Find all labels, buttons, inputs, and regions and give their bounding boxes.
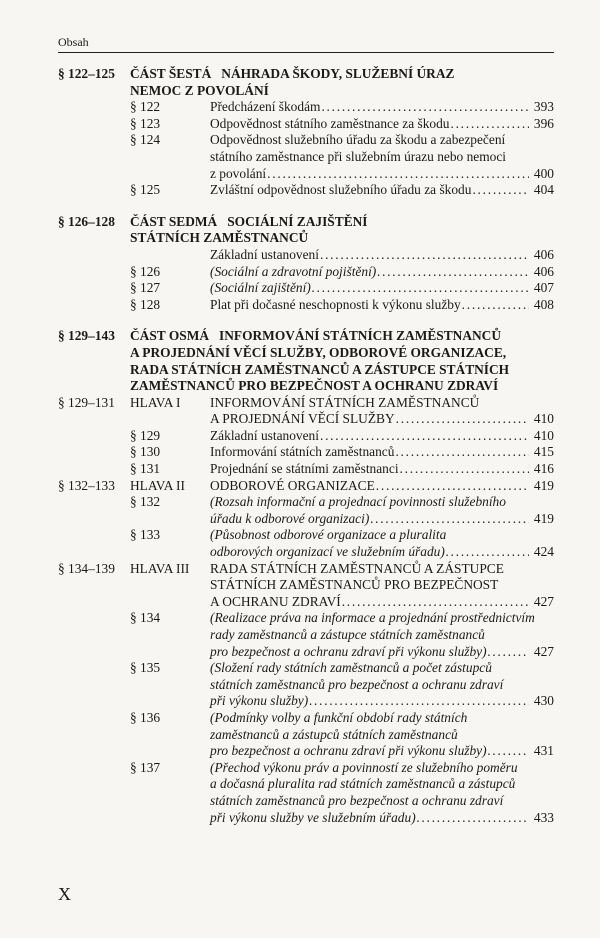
entry-page-number: 427 [533,593,554,609]
entry-title [210,297,554,314]
entry-page-number: 427 [533,643,554,659]
entry-title-line: (Podmínky volby a funkční období rady státních [210,709,468,725]
section-title-line: ZAMĚSTNANCŮ PRO BEZPEČNOST A OCHRANU ZDRAVÍ [130,378,499,394]
dot-leader [321,99,529,116]
entry-title-line: při výkonu služby) [210,693,309,709]
section-title [130,66,554,99]
table-of-contents [58,66,554,826]
section-title-line: ČÁST SEDMÁ SOCIÁLNÍ ZAJIŠTĚNÍ [130,213,368,229]
entry-title-line: Odpovědnost služebního úřadu za škodu a zabezpečení [210,132,506,148]
toc-entry[interactable] [58,710,554,760]
dot-leader [370,511,529,528]
entry-range [58,264,130,281]
dot-leader [267,166,529,183]
entry-page-number: 419 [533,477,554,493]
entry-page-number: 419 [533,510,554,526]
entry-page-number: 424 [533,544,554,560]
entry-title-line: RADA STÁTNÍCH ZAMĚSTNANCŮ A ZÁSTUPCE [210,560,504,576]
entry-section-number: § 129 [130,427,161,443]
dot-leader [342,594,529,611]
entry-title-line: A PROJEDNÁNÍ VĚCÍ SLUŽBY [210,411,395,427]
entry-range [58,116,130,133]
toc-section [58,66,554,199]
entry-title-line: (Sociální a zdravotní pojištění) [210,263,377,279]
dot-leader [320,428,529,445]
entry-page-number: 404 [533,182,554,198]
entry-title-line: Odpovědnost státního zaměstnance za škodu [210,115,450,131]
toc-entry[interactable] [58,760,554,826]
dot-leader [395,444,529,461]
entry-section-number: § 133 [130,527,161,543]
entry-range [58,710,130,760]
entry-title-line: (Sociální zajištění) [210,280,311,296]
entry-range [58,660,130,710]
entry-page-number: 393 [533,99,554,115]
entry-range: § 129–131 [58,394,115,410]
toc-entry[interactable] [58,610,554,660]
section-title-line: A PROJEDNÁNÍ VĚCÍ SLUŽBY, ODBOROVÉ ORGANIZACE, [130,344,507,360]
toc-entry[interactable] [58,494,554,527]
section-title-line: STÁTNÍCH ZAMĚSTNANCŮ [130,230,309,246]
entry-page-number: 407 [533,280,554,296]
entry-section-number: § 128 [130,296,161,312]
entry-title-line: státních zaměstnanců pro bezpečnost a ochranu zdraví [210,676,504,692]
entry-page-number: 431 [533,743,554,759]
section-range: § 122–125 [58,66,115,81]
entry-title [210,247,554,264]
toc-entry[interactable] [58,428,554,445]
entry-range [58,280,130,297]
toc-entry[interactable] [58,116,554,133]
toc-entry[interactable] [58,527,554,560]
dot-leader [376,478,529,495]
entry-title [210,395,554,428]
entry-section-number: § 136 [130,709,161,725]
entry-page-number: 415 [533,444,554,460]
entry-title [210,280,554,297]
dot-leader [488,644,529,661]
section-title [130,328,554,394]
dot-leader [472,182,529,199]
entry-range [58,297,130,314]
entry-title-line: INFORMOVÁNÍ STÁTNÍCH ZAMĚSTNANCŮ [210,394,480,410]
dot-leader [462,297,529,314]
entry-section-number: § 122 [130,99,161,115]
entry-title [210,610,554,660]
entry-title-line: Předcházení škodám [210,99,321,115]
section-heading [58,66,554,99]
entry-range [58,610,130,660]
entry-page-number: 416 [533,461,554,477]
dot-leader [309,693,529,710]
entry-page-number: 406 [533,263,554,279]
entry-range [58,760,130,826]
entry-section-number: HLAVA III [130,560,190,576]
entry-section-number: § 134 [130,610,161,626]
entry-section-number: § 130 [130,444,161,460]
toc-entry[interactable] [58,660,554,710]
section-heading [58,328,554,394]
entry-section-number: HLAVA I [130,394,181,410]
toc-entry[interactable] [58,247,554,264]
entry-section-number: § 124 [130,132,161,148]
entry-title [210,494,554,527]
entry-title-line: státního zaměstnance při služebním úrazu nebo nemoci [210,148,506,164]
toc-entry[interactable] [58,395,554,428]
toc-entry[interactable] [58,264,554,281]
entry-title [210,428,554,445]
entry-title [210,461,554,478]
entry-section-number: § 132 [130,494,161,510]
dot-leader [450,116,529,133]
toc-entry[interactable] [58,461,554,478]
entry-title-line: z povolání [210,165,267,181]
entry-title-line: ODBOROVÉ ORGANIZACE [210,477,375,493]
entry-title-line: Informování státních zaměstnanců [210,444,395,460]
entry-page-number: 406 [533,246,554,262]
toc-section [58,328,554,826]
entry-range [58,527,130,560]
entry-title-line: (Působnost odborové organizace a pluralita [210,527,447,543]
entry-section-number [130,247,210,264]
entry-page-number: 400 [533,165,554,181]
section-title [130,214,554,247]
entry-title-line: státních zaměstnanců pro bezpečnost a ochranu zdraví [210,792,504,808]
entry-title [210,99,554,116]
entry-section-number: § 125 [130,182,161,198]
toc-entry[interactable] [58,99,554,116]
running-header: Obsah [58,35,89,49]
entry-range [58,132,130,182]
dot-leader [400,461,529,478]
entry-title-line: Projednání se státními zaměstnanci [210,461,399,477]
entry-title-line: odborových organizací ve služebním úřadu) [210,544,445,560]
toc-section [58,214,554,314]
entry-page-number: 433 [533,809,554,825]
entry-title [210,561,554,611]
entry-range: § 132–133 [58,477,115,493]
entry-title-line: A OCHRANU ZDRAVÍ [210,593,341,609]
entry-range [58,247,130,264]
entry-title [210,527,554,560]
entry-title [210,264,554,281]
entry-range: § 134–139 [58,560,115,576]
entry-range [58,99,130,116]
entry-section-number: § 131 [130,461,161,477]
dot-leader [417,810,529,827]
entry-title [210,182,554,199]
entry-section-number: § 137 [130,759,161,775]
toc-entry[interactable] [58,444,554,461]
entry-section-number: § 135 [130,660,161,676]
entry-title-line: pro bezpečnost a ochranu zdraví při výkonu služby) [210,743,487,759]
toc-entry[interactable] [58,478,554,495]
entry-title-line: pro bezpečnost a ochranu zdraví při výkonu služby) [210,643,487,659]
entry-title [210,710,554,760]
dot-leader [377,264,529,281]
entry-title [210,660,554,710]
entry-title-line: a dočasná pluralita rad státních zaměstnanců a zástupců [210,776,516,792]
toc-entry[interactable] [58,561,554,611]
entry-page-number: 430 [533,693,554,709]
entry-page-number: 408 [533,296,554,312]
entry-section-number: § 127 [130,280,161,296]
entry-page-number: 410 [533,411,554,427]
toc-entry[interactable] [58,132,554,182]
toc-entry[interactable] [58,280,554,297]
entry-section-number: HLAVA II [130,477,185,493]
entry-title-line: zaměstnanců a zástupců státních zaměstnanců [210,726,458,742]
entry-title [210,444,554,461]
entry-range [58,444,130,461]
entry-page-number: 396 [533,115,554,131]
entry-title-line: (Rozsah informační a projednací povinnosti služebního [210,494,506,510]
entry-section-number: § 126 [130,263,161,279]
section-heading [58,214,554,247]
entry-page-number: 410 [533,427,554,443]
entry-title-line: (Realizace práva na informace a projednání prostřednictvím [210,610,535,626]
entry-title-line: Základní ustanovení [210,427,319,443]
dot-leader [396,411,529,428]
entry-range [58,182,130,199]
dot-leader [312,280,529,297]
header-rule [58,52,554,53]
entry-title-line: rady zaměstnanců a zástupce státních zaměstnanců [210,627,485,642]
dot-leader [488,743,529,760]
entry-range [58,428,130,445]
section-title-line: RADA STÁTNÍCH ZAMĚSTNANCŮ A ZÁSTUPCE STÁTNÍCH [130,361,510,377]
entry-title-line: při výkonu služby ve služebním úřadu) [210,809,416,825]
entry-title-line: STÁTNÍCH ZAMĚSTNANCŮ PRO BEZPEČNOST [210,577,499,593]
entry-title [210,116,554,133]
section-title-line: ČÁST OSMÁ INFORMOVÁNÍ STÁTNÍCH ZAMĚSTNANCŮ [130,328,502,344]
entry-title [210,760,554,826]
dot-leader [446,544,529,561]
entry-title-line: Zvláštní odpovědnost služebního úřadu za škodu [210,182,472,198]
entry-title-line: (Složení rady státních zaměstnanců a počet zástupců [210,660,492,676]
entry-title-line: úřadu k odborové organizaci) [210,510,370,526]
section-range: § 126–128 [58,213,115,229]
entry-section-number: § 123 [130,115,161,131]
entry-title [210,132,554,182]
toc-entry[interactable] [58,182,554,199]
dot-leader [320,247,529,264]
page-number: X [58,884,71,904]
entry-title-line: Plat při dočasné neschopnosti k výkonu služby [210,296,461,312]
entry-title-line: (Přechod výkonu práv a povinností ze služebního poměru [210,759,518,775]
section-range: § 129–143 [58,328,115,344]
section-title-line: ČÁST ŠESTÁ NÁHRADA ŠKODY, SLUŽEBNÍ ÚRAZ [130,66,455,81]
entry-title-line: Základní ustanovení [210,246,319,262]
entry-range [58,494,130,527]
section-title-line: NEMOC Z POVOLÁNÍ [130,82,269,98]
entry-range [58,461,130,478]
entry-title [210,478,554,495]
toc-entry[interactable] [58,297,554,314]
